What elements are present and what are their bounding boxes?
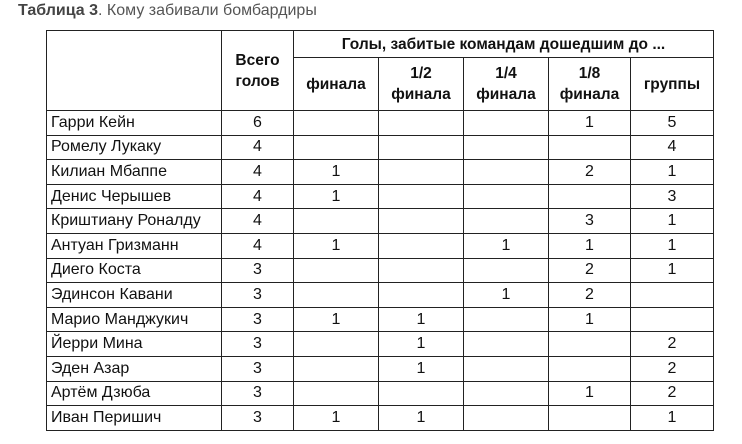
header-stage-final-label: финала — [306, 75, 366, 93]
goals-vs-group-stage-cell: 2 — [631, 381, 714, 406]
goals-vs-round-of-16-cell — [549, 135, 631, 160]
player-name-cell: Антуан Гризманн — [47, 233, 222, 258]
goals-vs-group-stage-cell: 1 — [631, 406, 714, 431]
scorers-table — [46, 30, 714, 431]
total-goals-cell: 3 — [222, 332, 294, 357]
player-name-cell: Денис Черышев — [47, 184, 222, 209]
caption-label: Таблица 3 — [18, 2, 99, 19]
header-stage-r16 — [549, 58, 631, 111]
goals-vs-finalists-cell — [294, 356, 379, 381]
goals-vs-semifinalists-cell: 1 — [379, 356, 464, 381]
total-goals-cell: 3 — [222, 381, 294, 406]
caption-text: . Кому забивали бомбардиры — [98, 2, 317, 19]
total-goals-cell: 4 — [222, 135, 294, 160]
table-row — [47, 233, 714, 258]
total-goals-cell: 4 — [222, 233, 294, 258]
goals-vs-group-stage-cell: 1 — [631, 209, 714, 234]
goals-vs-group-stage-cell: 5 — [631, 111, 714, 136]
goals-vs-semifinalists-cell — [379, 135, 464, 160]
header-stage-final — [294, 58, 379, 111]
player-name-cell: Эден Азар — [47, 356, 222, 381]
header-stage-quarter — [464, 58, 549, 111]
goals-vs-semifinalists-cell — [379, 209, 464, 234]
table-caption — [18, 2, 317, 20]
goals-vs-semifinalists-cell — [379, 184, 464, 209]
goals-vs-semifinalists-cell — [379, 160, 464, 185]
goals-vs-quarterfinalists-cell — [464, 406, 549, 431]
goals-vs-quarterfinalists-cell: 1 — [464, 233, 549, 258]
goals-vs-round-of-16-cell — [549, 356, 631, 381]
goals-vs-round-of-16-cell: 1 — [549, 233, 631, 258]
total-goals-cell: 4 — [222, 209, 294, 234]
goals-vs-group-stage-cell — [631, 307, 714, 332]
goals-vs-finalists-cell — [294, 332, 379, 357]
goals-vs-finalists-cell: 1 — [294, 406, 379, 431]
goals-vs-round-of-16-cell: 2 — [549, 283, 631, 308]
goals-vs-quarterfinalists-cell: 1 — [464, 283, 549, 308]
goals-vs-finalists-cell — [294, 135, 379, 160]
goals-vs-round-of-16-cell: 1 — [549, 307, 631, 332]
goals-vs-round-of-16-cell: 1 — [549, 381, 631, 406]
header-stage-quarter-line1: 1/4 — [495, 65, 517, 82]
table-row — [47, 332, 714, 357]
header-total-line1: Всего — [235, 51, 280, 69]
goals-vs-semifinalists-cell — [379, 283, 464, 308]
goals-vs-round-of-16-cell: 1 — [549, 111, 631, 136]
goals-vs-finalists-cell: 1 — [294, 307, 379, 332]
player-name-cell: Диего Коста — [47, 258, 222, 283]
goals-vs-group-stage-cell: 3 — [631, 184, 714, 209]
header-name-cell — [47, 31, 222, 111]
table-row — [47, 258, 714, 283]
goals-vs-group-stage-cell — [631, 283, 714, 308]
total-goals-cell: 6 — [222, 111, 294, 136]
player-name-cell: Ромелу Лукаку — [47, 135, 222, 160]
player-name-cell: Йерри Мина — [47, 332, 222, 357]
table-body — [47, 111, 714, 431]
goals-vs-round-of-16-cell: 3 — [549, 209, 631, 234]
header-total-line2: голов — [235, 72, 280, 90]
goals-vs-finalists-cell: 1 — [294, 184, 379, 209]
player-name-cell: Иван Перишич — [47, 406, 222, 431]
goals-vs-semifinalists-cell: 1 — [379, 332, 464, 357]
player-name-cell: Артём Дзюба — [47, 381, 222, 406]
goals-vs-semifinalists-cell — [379, 111, 464, 136]
total-goals-cell: 4 — [222, 184, 294, 209]
goals-vs-round-of-16-cell — [549, 406, 631, 431]
header-stage-group — [631, 58, 714, 111]
goals-vs-round-of-16-cell — [549, 332, 631, 357]
player-name-cell: Марио Манджукич — [47, 307, 222, 332]
goals-vs-round-of-16-cell — [549, 184, 631, 209]
table-header — [47, 31, 714, 111]
header-stage-semi — [379, 58, 464, 111]
header-stage-r16-line2: финала — [559, 86, 620, 103]
goals-vs-group-stage-cell: 4 — [631, 135, 714, 160]
goals-vs-quarterfinalists-cell — [464, 381, 549, 406]
goals-vs-finalists-cell — [294, 111, 379, 136]
total-goals-cell: 3 — [222, 258, 294, 283]
header-stage-semi-line2: финала — [391, 86, 451, 103]
goals-vs-semifinalists-cell — [379, 233, 464, 258]
goals-vs-quarterfinalists-cell — [464, 135, 549, 160]
player-name-cell: Килиан Мбаппе — [47, 160, 222, 185]
goals-vs-finalists-cell — [294, 381, 379, 406]
table-row — [47, 283, 714, 308]
goals-vs-quarterfinalists-cell — [464, 356, 549, 381]
header-stage-semi-line1: 1/2 — [410, 65, 432, 82]
goals-vs-finalists-cell: 1 — [294, 160, 379, 185]
table-row — [47, 209, 714, 234]
table-row — [47, 184, 714, 209]
header-group-title: Голы, забитые командам дошедшим до ... — [294, 31, 714, 58]
goals-vs-semifinalists-cell: 1 — [379, 307, 464, 332]
header-stage-r16-line1: 1/8 — [578, 65, 601, 82]
goals-vs-group-stage-cell: 2 — [631, 356, 714, 381]
goals-vs-group-stage-cell: 1 — [631, 160, 714, 185]
header-total — [222, 31, 294, 111]
goals-vs-finalists-cell — [294, 283, 379, 308]
total-goals-cell: 3 — [222, 283, 294, 308]
table-row — [47, 135, 714, 160]
table-row — [47, 111, 714, 136]
player-name-cell: Криштиану Роналду — [47, 209, 222, 234]
goals-vs-finalists-cell — [294, 209, 379, 234]
goals-vs-quarterfinalists-cell — [464, 209, 549, 234]
goals-vs-group-stage-cell: 1 — [631, 233, 714, 258]
header-stage-group-label: группы — [643, 75, 701, 93]
player-name-cell: Эдинсон Кавани — [47, 283, 222, 308]
total-goals-cell: 3 — [222, 356, 294, 381]
goals-vs-semifinalists-cell — [379, 381, 464, 406]
goals-vs-quarterfinalists-cell — [464, 184, 549, 209]
total-goals-cell: 4 — [222, 160, 294, 185]
goals-vs-quarterfinalists-cell — [464, 332, 549, 357]
table-row — [47, 381, 714, 406]
goals-vs-round-of-16-cell: 2 — [549, 160, 631, 185]
goals-vs-finalists-cell: 1 — [294, 233, 379, 258]
goals-vs-quarterfinalists-cell — [464, 307, 549, 332]
goals-vs-group-stage-cell: 1 — [631, 258, 714, 283]
total-goals-cell: 3 — [222, 406, 294, 431]
total-goals-cell: 3 — [222, 307, 294, 332]
goals-vs-quarterfinalists-cell — [464, 160, 549, 185]
header-stage-quarter-line2: финала — [476, 86, 536, 103]
goals-vs-quarterfinalists-cell — [464, 258, 549, 283]
table-row — [47, 356, 714, 381]
table-row — [47, 160, 714, 185]
goals-vs-round-of-16-cell: 2 — [549, 258, 631, 283]
goals-vs-semifinalists-cell — [379, 258, 464, 283]
goals-vs-finalists-cell — [294, 258, 379, 283]
table-row — [47, 406, 714, 431]
goals-vs-quarterfinalists-cell — [464, 111, 549, 136]
goals-vs-semifinalists-cell: 1 — [379, 406, 464, 431]
goals-vs-group-stage-cell: 2 — [631, 332, 714, 357]
player-name-cell: Гарри Кейн — [47, 111, 222, 136]
table-row — [47, 307, 714, 332]
